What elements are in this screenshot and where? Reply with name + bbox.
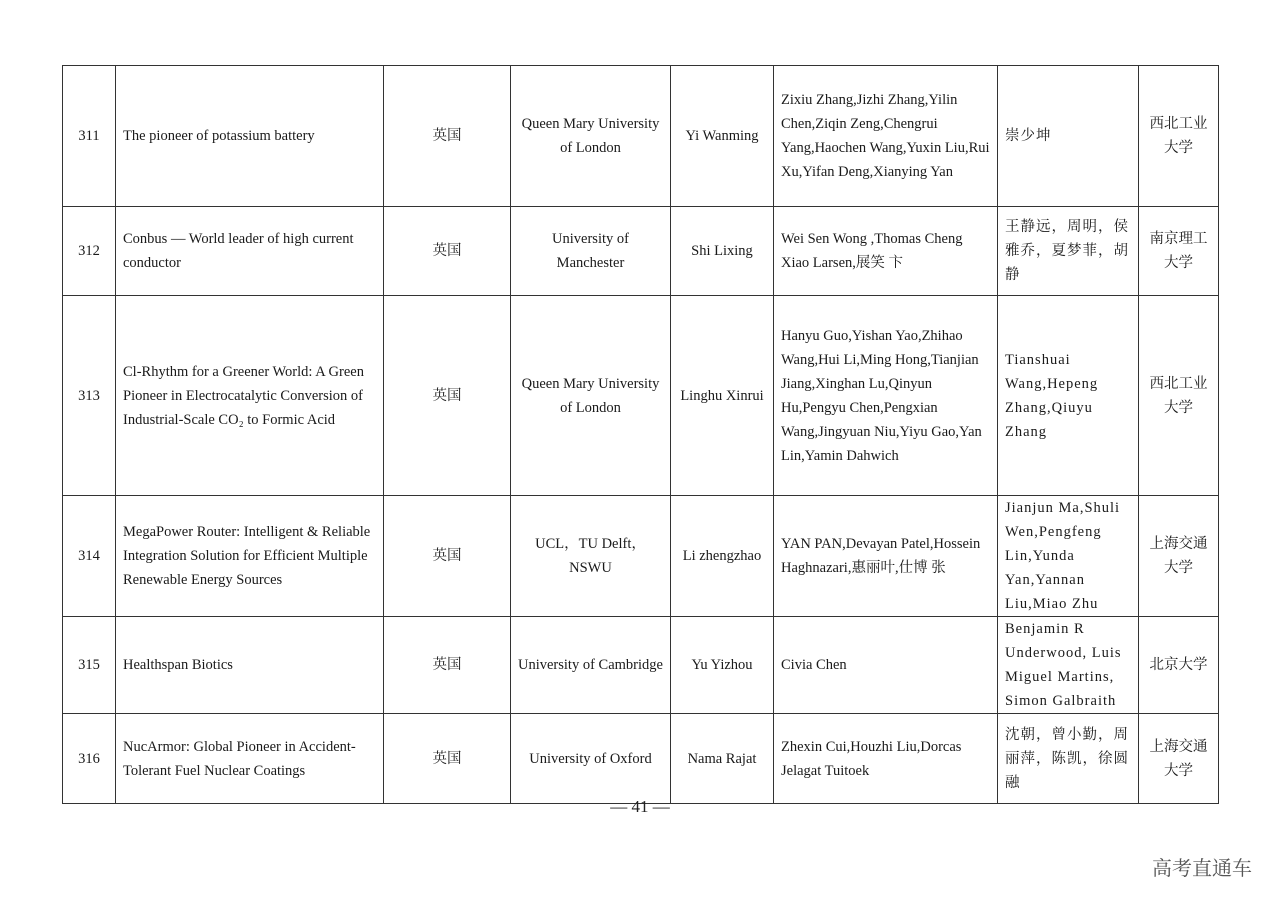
country: 英国: [384, 207, 511, 296]
team-members: YAN PAN,Devayan Patel,Hossein Haghnazari,惠丽叶,仕博 张: [774, 496, 998, 617]
table-row: [63, 66, 1219, 207]
team-leader: Nama Rajat: [671, 714, 774, 804]
table-row: [63, 714, 1219, 804]
partner-school: 南京理工大学: [1139, 207, 1219, 296]
chinese-members: Tianshuai Wang,Hepeng Zhang,Qiuyu Zhang: [998, 296, 1139, 496]
country: 英国: [384, 714, 511, 804]
team-members: Zhexin Cui,Houzhi Liu,Dorcas Jelagat Tuitoek: [774, 714, 998, 804]
projects-table: [62, 65, 1219, 804]
project-name: MegaPower Router: Intelligent & Reliable Integration Solution for Efficient Multiple Renewable Energy Sources: [116, 496, 384, 617]
university: University of Cambridge: [511, 617, 671, 714]
country: 英国: [384, 496, 511, 617]
team-members: Zixiu Zhang,Jizhi Zhang,Yilin Chen,Ziqin Zeng,Chengrui Yang,Haochen Wang,Yuxin Liu,Rui Xu,Yifan Deng,Xianying Yan: [774, 66, 998, 207]
project-name: Conbus — World leader of high current conductor: [116, 207, 384, 296]
row-number: 313: [63, 296, 116, 496]
team-members: Civia Chen: [774, 617, 998, 714]
page-number: — 41 —: [610, 797, 670, 816]
university: UCL，TU Delft，NSWU: [511, 496, 671, 617]
partner-school: 西北工业大学: [1139, 296, 1219, 496]
row-number: 316: [63, 714, 116, 804]
table-row: [63, 496, 1219, 617]
team-leader: Li zhengzhao: [671, 496, 774, 617]
team-members: Hanyu Guo,Yishan Yao,Zhihao Wang,Hui Li,Ming Hong,Tianjian Jiang,Xinghan Lu,Qinyun Hu,Pengyu Chen,Pengxian Wang,Jingyuan Niu,Yiyu Gao,Yan Lin,Yamin Dahwich: [774, 296, 998, 496]
country: 英国: [384, 296, 511, 496]
partner-school: 上海交通大学: [1139, 496, 1219, 617]
project-name: Healthspan Biotics: [116, 617, 384, 714]
chinese-members: 沈朝，曾小勤，周丽萍，陈凯，徐圆融: [998, 714, 1139, 804]
team-leader: Yi Wanming: [671, 66, 774, 207]
table-row: [63, 296, 1219, 496]
table-row: [63, 617, 1219, 714]
row-number: 314: [63, 496, 116, 617]
project-name: The pioneer of potassium battery: [116, 66, 384, 207]
country: 英国: [384, 66, 511, 207]
row-number: 312: [63, 207, 116, 296]
team-members: Wei Sen Wong ,Thomas Cheng Xiao Larsen,展笑 卞: [774, 207, 998, 296]
team-leader: Shi Lixing: [671, 207, 774, 296]
chinese-members: 王静远，周明，侯雅乔，夏梦菲，胡静: [998, 207, 1139, 296]
country: 英国: [384, 617, 511, 714]
project-name: NucArmor: Global Pioneer in Accident-Tolerant Fuel Nuclear Coatings: [116, 714, 384, 804]
partner-school: 上海交通大学: [1139, 714, 1219, 804]
university: Queen Mary University of London: [511, 296, 671, 496]
watermark: 高考直通车: [1152, 856, 1252, 880]
university: University of Manchester: [511, 207, 671, 296]
project-name: Cl-Rhythm for a Greener World: A Green Pioneer in Electrocatalytic Conversion of Industrial-Scale CO₂ to Formic Acid: [116, 296, 384, 496]
row-number: 315: [63, 617, 116, 714]
team-leader: Yu Yizhou: [671, 617, 774, 714]
partner-school: 西北工业大学: [1139, 66, 1219, 207]
university: University of Oxford: [511, 714, 671, 804]
table-row: [63, 207, 1219, 296]
chinese-members: Benjamin R Underwood, Luis Miguel Martins, Simon Galbraith: [998, 617, 1139, 714]
chinese-members: 崇少坤: [998, 66, 1139, 207]
university: Queen Mary University of London: [511, 66, 671, 207]
partner-school: 北京大学: [1139, 617, 1219, 714]
team-leader: Linghu Xinrui: [671, 296, 774, 496]
row-number: 311: [63, 66, 116, 207]
chinese-members: Jianjun Ma,Shuli Wen,Pengfeng Lin,Yunda Yan,Yannan Liu,Miao Zhu: [998, 496, 1139, 617]
